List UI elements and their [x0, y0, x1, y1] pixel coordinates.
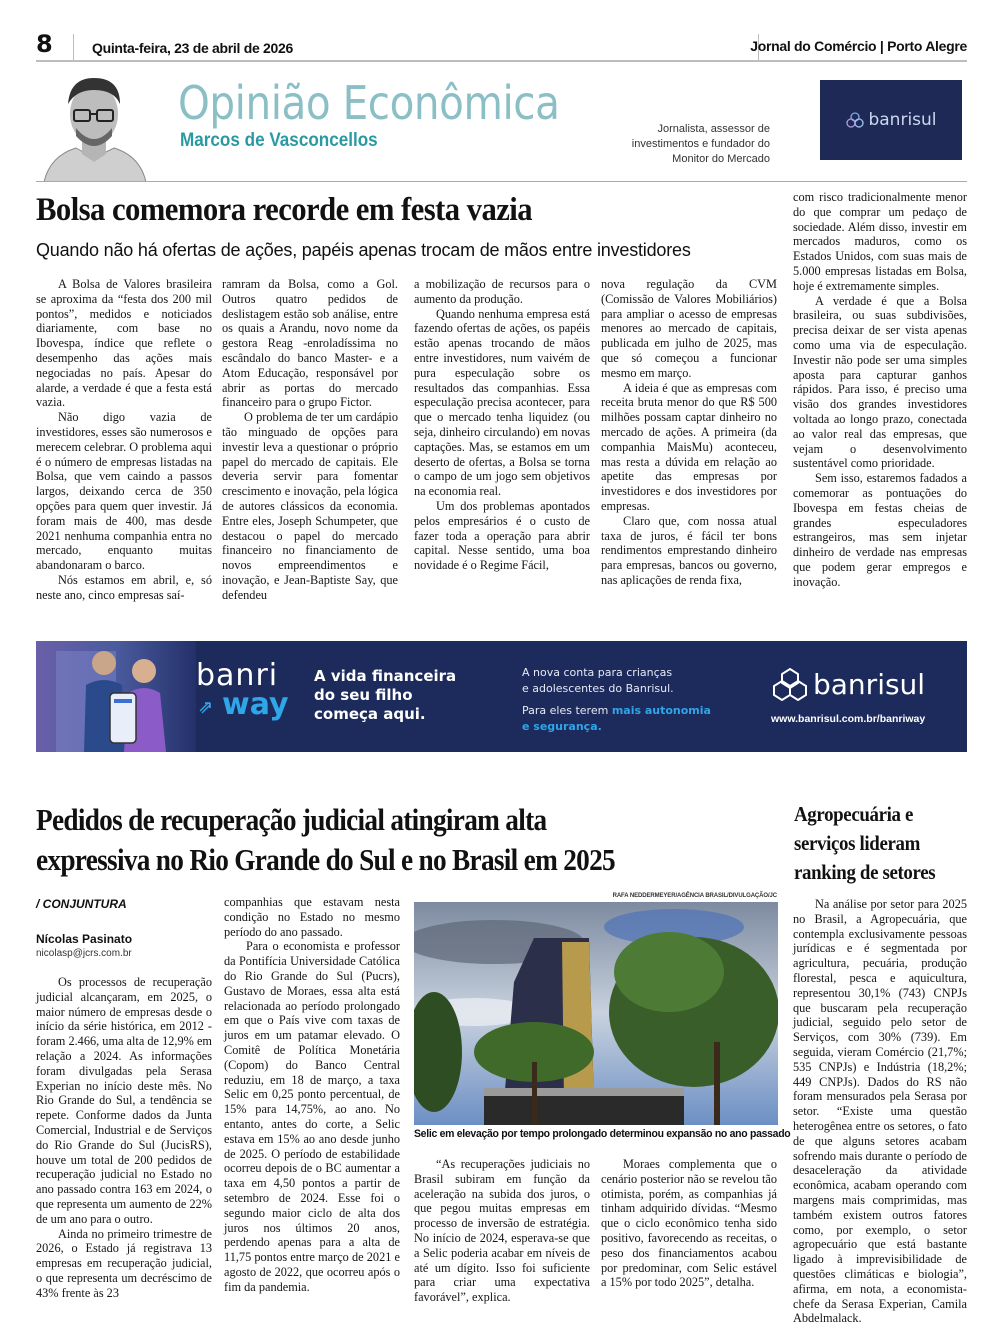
- ad-headline: [314, 667, 456, 724]
- central-bank-photo: [414, 902, 778, 1125]
- paragraph: A Bolsa de Valores brasileira se aproxima da “festa dos 200 mil pontos”, medidos e noticiados diariamente, com base no Ibovespa, índice que reflete o desempenho das ações mais negociadas no país. Apesar do alarde, a verdade é que a festa está vazia.: [36, 277, 212, 410]
- header-divider: [73, 34, 74, 60]
- paragraph: nova regulação da CVM (Comissão de Valores Mobiliários) para ampliar o acesso de empresas menores ao mercado de capitais, publicada em julho de 2025, mas que só começou a funcionar mesmo em março.: [601, 277, 777, 380]
- paragraph: Claro que, com nossa atual taxa de juros, é fácil ter bons rendimentos emprestando dinheiro para empresas, bancos ou governo, nas aplicações de renda fixa,: [601, 513, 777, 587]
- paragraph: Sem isso, estaremos fadados a comemorar as pontuações do Ibovespa em festas cheias de grandes especuladores estrangeiros, mas sem injetar dinheiro de verdade nas empresas que podem gerar empregos e inovação.: [793, 471, 967, 589]
- article-headline: [36, 800, 615, 880]
- headline-line: Pedidos de recuperação judicial atingiram alta: [36, 802, 547, 837]
- page-number: 8: [36, 30, 53, 58]
- paragraph: a mobilização de recursos para o aumento da produção.: [414, 277, 590, 306]
- arrow-icon: ⇗: [198, 697, 214, 718]
- paragraph: Moraes complementa que o cenário posterior não se revelou tão otimista, porém, as companhias já tinham adquirido dívidas. “Mesmo que o ciclo econômico tenha sido positivo, favorecendo as receitas, o peso dos financiamentos acabou por predominar, com Selic estável a 15% por todo 2025”, detalha.: [601, 1157, 777, 1290]
- article-column-3: [414, 277, 590, 573]
- newspaper-name: Jornal do Comércio | Porto Alegre: [750, 38, 967, 54]
- paragraph: companhias que estavam nesta condição no Estado no mesmo período do ano passado.: [224, 895, 400, 939]
- sponsor-name: banrisul: [868, 110, 937, 130]
- column-title: Opinião Econômica: [178, 76, 560, 130]
- paragraph: com risco tradicionalmente menor do que comprar um pedaço de sociedade. Além disso, investir em mercados maduros, como os Estados Unidos, com suas mais de 5.000 empresas listadas em Bolsa, hoje é extremamente simples.: [793, 190, 967, 293]
- article-column-2: [222, 277, 398, 603]
- ad-url-link[interactable]: www.banrisul.com.br/banriway: [771, 713, 926, 725]
- article-column-2: [224, 895, 400, 1295]
- paragraph: Os processos de recuperação judicial alcançaram, em 2025, o maior número de empresas desde o início da série histórica, em 2012 - foram 2.466, uma alta de 12,9% em relação a 2024. As informações foram divulgadas pela Serasa Experian no início deste mês. No Rio Grande do Sul, a tendência se repete. Conforme dados da Junta Comercial, Industrial e de Serviços do Rio Grande do Sul (JucisRS), houve um total de 200 pedidos de recuperação judicial no Estado no ano passado contra 163 em 2024, o que representa um aumento de 22% de um ano para o outro.: [36, 975, 212, 1226]
- ad-text-highlight: e segurança.: [522, 720, 602, 733]
- article-column-3: [414, 1157, 590, 1305]
- bio-line: Jornalista, assessor de: [657, 123, 770, 135]
- header-rule: [36, 60, 967, 62]
- author-portrait: [36, 70, 150, 182]
- ad-text-line: A nova conta para crianças: [522, 666, 673, 679]
- ad-text-plain: Para eles terem: [522, 704, 612, 717]
- ad-brand-way: way: [222, 687, 289, 722]
- headline-line: ranking de setores: [794, 860, 936, 884]
- article-column-4: [601, 1157, 777, 1290]
- sponsor-banrisul-logo[interactable]: [820, 80, 962, 160]
- issue-date: Quinta-feira, 23 de abril de 2026: [92, 40, 293, 56]
- photo-credit: RAFA NEDDERMEYER/AGÊNCIA BRASIL/DIVULGAÇÃO/JC: [612, 893, 777, 899]
- article-column-1: [36, 975, 212, 1301]
- paragraph: A ideia é que as empresas com receita bruta menor do que R$ 500 milhões possam captar dinheiro no mercado de ações. A primeira (da companhia MaisMu) aconteceu, mas resta a dúvida em relação ao apetite das empresas por investidores e dos investidores por empresas.: [601, 380, 777, 513]
- ad-description: [522, 665, 711, 735]
- article-headline: Bolsa comemora recorde em festa vazia: [36, 192, 533, 228]
- column-author: Marcos de Vasconcellos: [180, 130, 378, 151]
- banriway-ad-banner[interactable]: [36, 641, 967, 752]
- headline-line: expressiva no Rio Grande do Sul e no Brasil em 2025: [36, 842, 615, 877]
- paragraph: Na análise por setor para 2025 no Brasil, a Agropecuária, que contempla exclusivamente pessoas jurídicas e é segmentada por agricultura, pecuária, produção florestal, pesca e aquicultura, representou 30,1% (743) CNPJs que buscaram pela recuperação judicial, seguido pelo setor de Serviços, com 30% (739). Em seguida, vieram Comércio (21,7%; 535 CNPJs) e Indústria (18,2%; 449 CNPJs). Dados do RS não foram mensurados pela Serasa por setor. “Existe uma questão heterogênea entre os setores, o fato de que alguns setores acabam sofrendo mais durante o período de desaceleração da atividade econômica, acabam operando com margens mais comprimidas, mas também existem outros fatores como, por exemplo, o setor agropecuário que está bastante ligado à imprevisibilidade de questões climáticas e biologia”, afirma, em nota, a economista-chefe da Serasa Experian, Camila Abdelmalack.: [793, 897, 967, 1326]
- article-column-4: [601, 277, 777, 588]
- section-rubric: / CONJUNTURA: [36, 897, 127, 911]
- ad-headline-line: A vida financeira: [314, 667, 457, 685]
- ad-text-line: e adolescentes do Banrisul.: [522, 682, 674, 695]
- banrisul-logo-icon: [845, 112, 865, 128]
- paragraph: Um dos problemas apontados pelos empresários é o custo de fazer toda a operação para abrir capital. Nesse sentido, uma boa novidade é o Regime Fácil,: [414, 498, 590, 573]
- bio-line: Monitor do Mercado: [672, 153, 770, 165]
- paragraph: Ainda no primeiro trimestre de 2026, o Estado já registrava 13 empresas em recuperação judicial, o que representa um decréscimo de 43% frente às 23: [36, 1226, 212, 1300]
- paragraph: “As recuperações judiciais no Brasil subiram em função da aceleração na subida dos juros, o que pegou muitas empresas em processo de inversão de estratégia. No início de 2024, esperava-se que a Selic poderia acabar em níveis de até um dígito. Isso foi suficiente para criar uma expectativa favorável”, explica.: [414, 1157, 590, 1305]
- author-bio: [610, 122, 770, 167]
- ad-text-highlight: mais autonomia: [611, 704, 711, 717]
- ad-photo: [36, 641, 196, 752]
- headline-line: Agropecuária e: [794, 802, 914, 826]
- article-subheadline: Quando não há ofertas de ações, papéis apenas trocam de mãos entre investidores: [36, 240, 691, 260]
- banrisul-logo-icon: [771, 667, 809, 701]
- article-column-1: [36, 277, 212, 603]
- paragraph: Para o economista e professor da Pontifícia Universidade Católica do Rio Grande do Sul (Pucrs), Gustavo de Moraes, essa alta está relacionada ao período prolongado em que o País vive com taxas de juros em um patamar elevado. O Comitê de Política Monetária (Copom) do Banco Central reduziu, em 18 de março, a taxa Selic em 0,25 ponto percentual, de 15% para 14,75%, ao ano. No entanto, antes do corte, a Selic estava em 15% ao ano desde junho de 2025. O período de estabilidade ocorreu depois de o BC aumentar a taxa em 4,50 pontos a partir de setembro de 2024. Esse foi o segundo maior ciclo de alta dos juros nos últimos 20 anos, perdendo apenas para a alta de 11,75 pontos entre março de 2021 e agosto de 2022, que ocorreu após o fim da pandemia.: [224, 939, 400, 1294]
- ad-logo-text: banrisul: [813, 667, 926, 701]
- sidebar-headline: [794, 800, 935, 887]
- ad-headline-line: começa aqui.: [314, 705, 426, 723]
- headline-line: serviços lideram: [794, 831, 920, 855]
- paragraph: O problema de ter um cardápio tão minguado de opções para investir leva a questionar o próprio papel do mercado de capitais. Ele deveria servir para fomentar crescimento e inovação, pela lógica de autores clássicos da economia. Entre eles, Joseph Schumpeter, que destacou o papel do mercado financeiro no financiamento de novos empreendimentos e inovação, e Jean-Baptiste Say, que defendeu: [222, 410, 398, 602]
- paragraph: Nós estamos em abril, e, só neste ano, cinco empresas saí-: [36, 572, 212, 602]
- sidebar-column: [793, 897, 967, 1326]
- ad-banrisul-logo: [771, 667, 925, 701]
- paragraph: ramram da Bolsa, como a Gol. Outros quatro pedidos de deslistagem estão sob análise, entre os quais a Arandu, novo nome da gestora Reag -enroladíssima no escândalo do banco Master- e a Atom Educação, responsável por abrir as portas do mercado financeiro para o grupo Fictor.: [222, 277, 398, 410]
- author-email-link[interactable]: nicolasp@jcrs.com.br: [36, 948, 132, 959]
- article-column-5: [793, 190, 967, 590]
- paragraph: Quando nenhuma empresa está fazendo ofertas de ações, os papéis estão apenas trocando de mãos entre investidores, num vaivém de pura especulação sobre os resultados das companhias. Essa especulação precisa acontecer, para que o mercado tenha liquidez (ou seja, dinheiro circulando) em novas captações. Mas, se estamos em um deserto de ofertas, a Bolsa se torna o campo de um jogo sem objetivos na economia real.: [414, 306, 590, 499]
- ad-headline-line: do seu filho: [314, 686, 413, 704]
- paragraph: Não digo vazia de investidores, esses são numerosos e merecem celebrar. O problema aqui é o número de empresas listadas na Bolsa, que vem caindo a passos largos, deixando cerca de 350 opções para quem quer investir. Já foram mais de 400, mas desde 2021 nenhuma companhia entra no mercado, enquanto muitas abandonaram o barco.: [36, 410, 212, 573]
- section-rule: [36, 181, 967, 182]
- ad-brand-banri: banri: [196, 658, 279, 693]
- paragraph: A verdade é que a Bolsa brasileira, ou suas subdivisões, precisa deixar de ser vista apenas como uma via de especulação. Investir não pode ser uma simples aposta para capturar ganhos rápidos. Para isso, é preciso uma visão dos grandes investidores voltada ao longo prazo, conectada ao valor real das empresas, que vejam o desenvolvimento sustentável como prioridade.: [793, 293, 967, 471]
- author-byline: Nícolas Pasinato: [36, 932, 133, 946]
- photo-caption: Selic em elevação por tempo prolongado determinou expansão no ano passado: [414, 1128, 791, 1140]
- bio-line: investimentos e fundador do: [631, 138, 770, 150]
